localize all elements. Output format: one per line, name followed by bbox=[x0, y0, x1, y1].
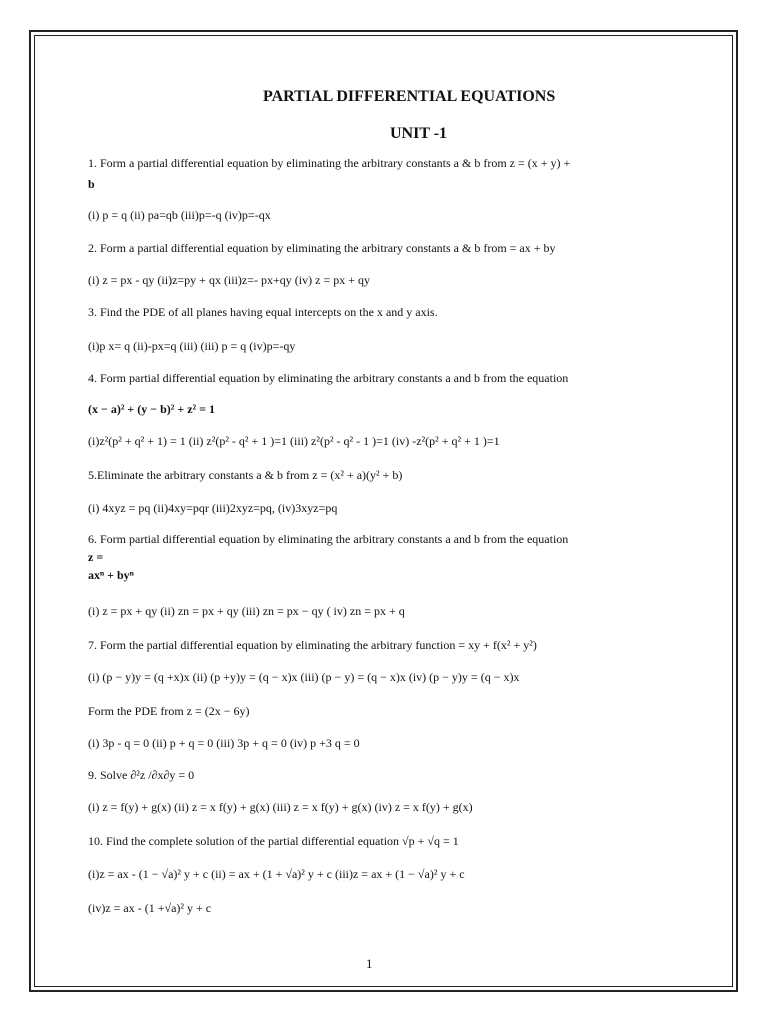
unit-heading: UNIT -1 bbox=[390, 125, 448, 142]
question-10-text: 10. Find the complete solution of the partial differential equation √p + √q = 1 bbox=[88, 834, 459, 848]
question-3-text: 3. Find the PDE of all planes having equal intercepts on the x and y axis. bbox=[88, 305, 438, 319]
question-4-text: 4. Form partial differential equation by eliminating the arbitrary constants a and b from the equation bbox=[88, 371, 569, 385]
question-6-options: (i) z = px + qy (ii) zn = px + qy (iii) zn = px − qy ( iv) zn = px + q bbox=[88, 604, 405, 618]
question-9-options: (i) z = f(y) + g(x) (ii) z = x f(y) + g(x) (iii) z = x f(y) + g(x) (iv) z = x f(y) + g(x) bbox=[88, 800, 473, 814]
question-8-options: (i) 3p - q = 0 (ii) p + q = 0 (iii) 3p + q = 0 (iv) p +3 q = 0 bbox=[88, 736, 360, 750]
page-number: 1 bbox=[366, 956, 373, 971]
question-1-text: 1. Form a partial differential equation by eliminating the arbitrary constants a & b from z = (x + y) + bbox=[88, 156, 571, 170]
question-8-text: Form the PDE from z = (2x − 6y) bbox=[88, 704, 250, 718]
document-title: PARTIAL DIFFERENTIAL EQUATIONS bbox=[263, 88, 556, 105]
question-5-options: (i) 4xyz = pq (ii)4xy=pqr (iii)2xyz=pq, (iv)3xyz=pq bbox=[88, 501, 338, 515]
question-10-options: (i)z = ax - (1 − √a)² y + c (ii) = ax + (1 + √a)² y + c (iii)z = ax + (1 − √a)² y + c bbox=[88, 867, 465, 881]
question-6-equation-lhs: z = bbox=[88, 550, 104, 564]
question-6-text: 6. Form partial differential equation by eliminating the arbitrary constants a and b from the equation bbox=[88, 532, 569, 546]
question-6-equation-rhs: axⁿ + byⁿ bbox=[88, 568, 134, 582]
question-2-text: 2. Form a partial differential equation by eliminating the arbitrary constants a & b from = ax + by bbox=[88, 241, 556, 255]
question-1-options: (i) p = q (ii) pa=qb (iii)p=-q (iv)p=-qx bbox=[88, 208, 271, 222]
question-9-text: 9. Solve ∂²z /∂x∂y = 0 bbox=[88, 768, 195, 782]
question-7-options: (i) (p − y)y = (q +x)x (ii) (p +y)y = (q − x)x (iii) (p − y) = (q − x)x (iv) (p − y)y = (q − x)x bbox=[88, 670, 520, 684]
question-10-option-iv: (iv)z = ax - (1 +√a)² y + c bbox=[88, 901, 212, 915]
question-7-text: 7. Form the partial differential equation by eliminating the arbitrary function = xy + f(x² + y²) bbox=[88, 638, 537, 652]
question-2-options: (i) z = px - qy (ii)z=py + qx (iii)z=- px+qy (iv) z = px + qy bbox=[88, 273, 370, 287]
question-5-text: 5.Eliminate the arbitrary constants a & b from z = (x² + a)(y² + b) bbox=[88, 468, 403, 482]
question-3-options: (i)p x= q (ii)-px=q (iii) (iii) p = q (iv)p=-qy bbox=[88, 339, 296, 353]
question-4-equation: (x − a)² + (y − b)² + z² = 1 bbox=[88, 402, 215, 416]
question-4-options: (i)z²(p² + q² + 1) = 1 (ii) z²(p² - q² + 1 )=1 (iii) z²(p² - q² - 1 )=1 (iv) -z²(p² + q² + 1 )=1 bbox=[88, 434, 500, 448]
question-1-text-cont: b bbox=[88, 177, 95, 191]
